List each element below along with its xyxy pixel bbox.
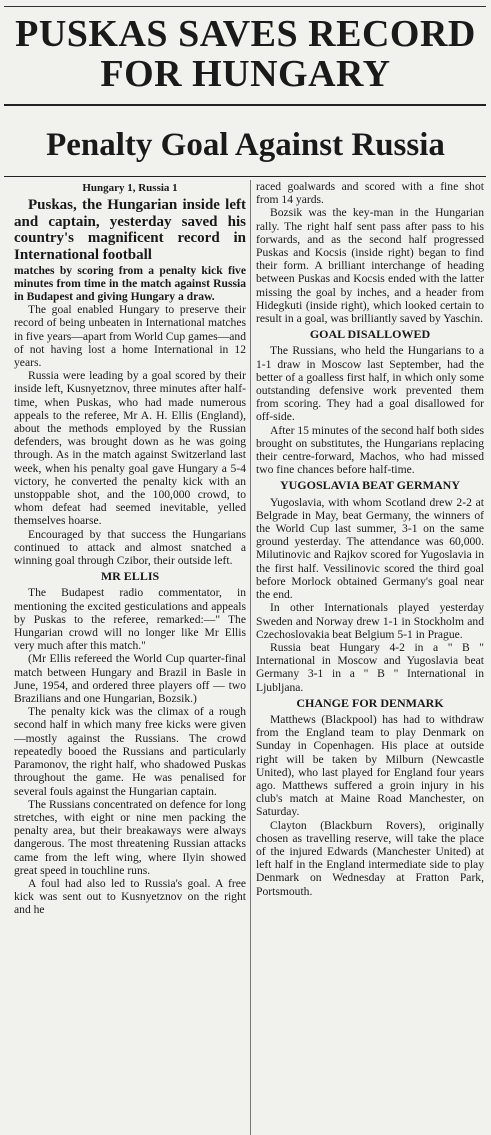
- article-paragraph: The goal enabled Hungary to preserve their record of being unbeaten in International matches in five years—apart from World Cup games—and of not having lost a home International in 12 years.: [14, 303, 246, 369]
- subhead-change-for-denmark: CHANGE FOR DENMARK: [296, 695, 444, 710]
- subhead-mr-ellis: MR ELLIS: [100, 569, 160, 584]
- article-paragraph: raced goalwards and scored with a fine shot from 14 yards.: [256, 180, 484, 207]
- article-paragraph: Matthews (Blackpool) has had to withdraw from the England team to play Denmark on Sunday in Copenhagen. His place at outside right will be taken by Milburn (Newcastle United), who last played for England four years ago. Matthews suffered a groin injury in his club's match at Maine Road Manchester, on Saturday.: [256, 712, 484, 819]
- byline: Hungary 1, Russia 1: [82, 182, 178, 194]
- left-column: [14, 180, 246, 1135]
- article-paragraph: (Mr Ellis refereed the World Cup quarter-final match between Hungary and Brazil in Basle in June, 1954, and ordered three players off — two Brazilians and one Hungarian, Bozsik.): [14, 652, 246, 706]
- lead-paragraph: Puskas, the Hungarian inside left and captain, yesterday saved his country's magnificent record in International football: [14, 197, 246, 263]
- article-paragraph: After 15 minutes of the second half both sides brought on substitutes, the Hungarians replacing their centre-forward, Machos, who had missed two fine chances before half-time.: [256, 423, 484, 477]
- headline-rule: [4, 104, 486, 106]
- article-paragraph: Yugoslavia, with whom Scotland drew 2-2 at Belgrade in May, beat Germany, the winners of the World Cup last summer, 3-1 on the same ground yesterday. The attendance was 60,000. Milutinovic and Rajkov scored for Yugoslavia in the first half. Vessilinovic scored the third goal before Morlock obtained Germany's goal near the end.: [256, 495, 484, 602]
- subheadline-rule: [4, 176, 486, 177]
- headline-line-1: PUSKAS SAVES RECORD: [15, 13, 476, 55]
- top-rule: [4, 6, 486, 7]
- subheadline: Penalty Goal Against Russia: [46, 127, 445, 163]
- article-paragraph: A foul had also led to Russia's goal. A free kick was sent out to Kusnyetznov on the right and he: [14, 876, 246, 917]
- article-paragraph: The penalty kick was the climax of a rough second half in which many free kicks were given—mostly against the Russians. The crowd repeatedly booed the Russians and particularly Paramonov, the right half, who shadowed Puskas throughout the game. He was penalised for several fouls against the Hungarian captain.: [14, 705, 246, 798]
- lead-paragraph-continued: matches by scoring from a penalty kick five minutes from time in the match against Russia in Budapest and giving Hungary a draw.: [14, 263, 246, 303]
- article-paragraph: The Russians, who held the Hungarians to a 1-1 draw in Moscow last September, had the better of a goalless first half, in which only some outstanding defensive work prevented them from scoring. They had a goal disallowed for off-side.: [256, 344, 484, 424]
- article-paragraph: In other Internationals played yesterday Sweden and Norway drew 1-1 in Stockholm and Czechoslovakia beat Belgium 5-1 in Prague.: [256, 601, 484, 641]
- article-paragraph: Russia were leading by a goal scored by their inside left, Kusnyetznov, three minutes after half-time, when Puskas, who had made numerous appeals to the referee, Mr A. H. Ellis (England), about the methods employed by the Russian defenders, was brought down as he was going through. As in the match against Switzerland last week, when his penalty goal gave Hungary a 5-4 victory, he converted the penalty kick with an unstoppable shot, and the 100,000 crowd, to whom defeat had seemed inevitable, yelled themselves hoarse.: [14, 369, 246, 528]
- article-paragraph: Clayton (Blackburn Rovers), originally chosen as travelling reserve, will take the place of the injured Edwards (Manchester United) at left half in the England intermediate side to play Denmark on Wednesday at Fratton Park, Portsmouth.: [256, 818, 484, 898]
- subhead-yugoslavia: YUGOSLAVIA BEAT GERMANY: [279, 478, 461, 493]
- headline-line-2: FOR HUNGARY: [100, 53, 391, 95]
- article-paragraph: Russia beat Hungary 4-2 in a " B " International in Moscow and Yugoslavia beat Germany 3-1 in a " B " International in Ljubljana.: [256, 640, 484, 694]
- headline: [0, 14, 491, 94]
- article-paragraph: Bozsik was the key-man in the Hungarian rally. The right half sent pass after pass to his forwards, and as the second half progressed Puskas and Kocsis (inside right) began to find their form. A brilliant interchange of heading between Puskas and Kocsis ended with the latter missing the goal by inches, and a header from Hidegkuti (inside right), which looked certain to result in a goal, was brilliantly saved by Yaschin.: [256, 206, 484, 326]
- article-paragraph: The Russians concentrated on defence for long stretches, with eight or nine men packing the penalty area, but their breakaways were always dangerous. The most threatening Russian attacks came from the left wing, where Ilyin showed great speed in touchline runs.: [14, 797, 246, 877]
- column-divider: [250, 180, 251, 1135]
- right-column: [256, 180, 484, 1135]
- article-paragraph: Encouraged by that success the Hungarians continued to attack and almost snatched a winning goal through Czibor, their outside left.: [14, 527, 246, 568]
- article-paragraph: The Budapest radio commentator, in mentioning the excited gesticulations and appeals by Puskas to the referee, remarked:—" The Hungarian crowd will no longer like Mr Ellis very much after this match.": [14, 586, 246, 653]
- subhead-goal-disallowed: GOAL DISALLOWED: [309, 327, 431, 342]
